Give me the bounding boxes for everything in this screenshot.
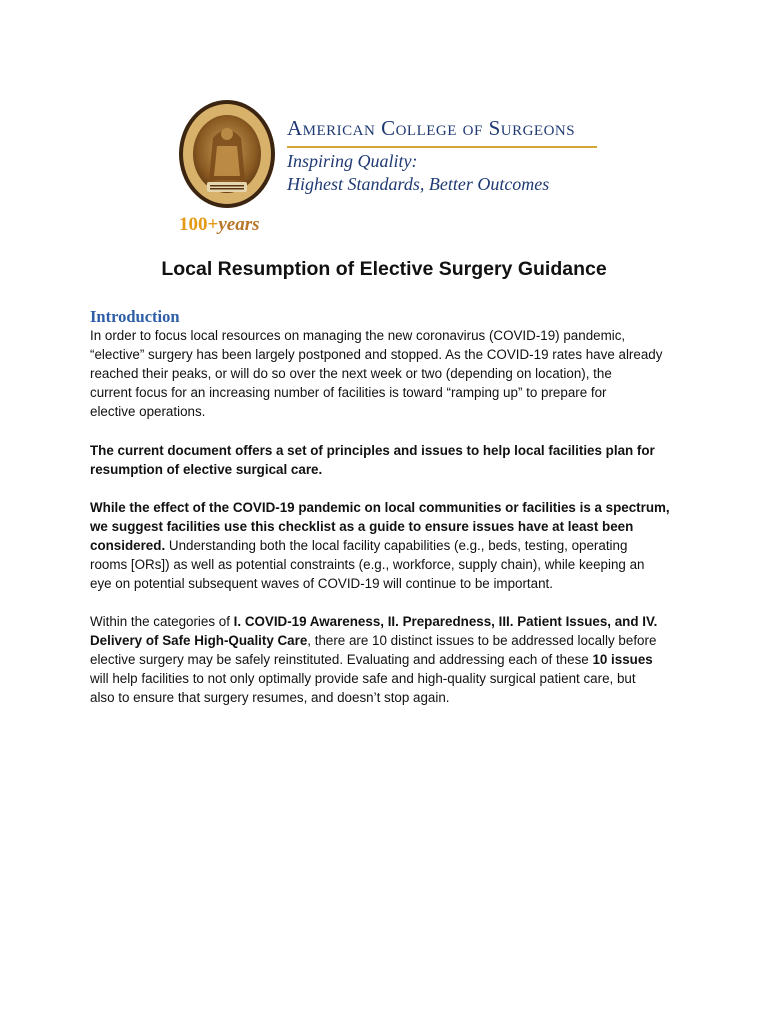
section-heading-introduction: Introduction <box>90 307 180 326</box>
bold-phrase: I. COVID-19 Awareness, II. Preparedness, III. Patient Issues, and IV. <box>233 614 658 629</box>
text-run: Understanding both the local facility capabilities (e.g., beds, testing, operating <box>165 538 628 553</box>
bold-phrase: Delivery of Safe High-Quality Care <box>90 633 308 648</box>
text-run: elective surgery may be safely reinstituted. Evaluating and addressing each of these <box>90 652 593 667</box>
text-line: While the effect of the COVID-19 pandemic on local communities or facilities is a spectrum, <box>90 500 670 515</box>
acs-logo <box>175 96 605 246</box>
text-line <box>90 612 690 631</box>
text-line: also to ensure that surgery resumes, and doesn’t stop again. <box>90 690 450 705</box>
text-line: we suggest facilities use this checklist as a guide to ensure issues have at least been <box>90 519 634 534</box>
logo-divider <box>287 146 597 148</box>
text-line: In order to focus local resources on managing the new coronavirus (COVID-19) pandemic, <box>90 328 626 343</box>
years-number: 100+ <box>179 214 219 235</box>
tagline-line-1: Inspiring Quality: <box>287 151 418 171</box>
centennial-mark <box>179 214 259 236</box>
text-line: elective operations. <box>90 404 206 419</box>
org-name: American College of Surgeons <box>287 116 576 140</box>
bold-phrase: considered. <box>90 538 166 553</box>
text-run: Within the categories of <box>90 614 234 629</box>
text-line <box>90 631 690 650</box>
text-line: eye on potential subsequent waves of COVID-19 will continue to be important. <box>90 576 553 591</box>
acs-seal-icon <box>177 98 277 210</box>
document-title: Local Resumption of Elective Surgery Guidance <box>161 258 607 280</box>
text-line <box>90 536 690 555</box>
tagline-line-2: Highest Standards, Better Outcomes <box>287 174 550 194</box>
text-line: resumption of elective surgical care. <box>90 462 323 477</box>
intro-paragraph-4 <box>90 612 690 707</box>
text-line: The current document offers a set of principles and issues to help local facilities plan for <box>90 443 655 458</box>
intro-paragraph-3 <box>90 498 690 593</box>
intro-paragraph-1 <box>90 326 690 421</box>
text-line: rooms [ORs]) as well as potential constraints (e.g., workforce, supply chain), while keeping an <box>90 557 645 572</box>
bold-phrase: 10 issues <box>592 652 653 667</box>
text-run: , there are 10 distinct issues to be addressed locally before <box>307 633 657 648</box>
text-line <box>90 650 690 669</box>
text-line: will help facilities to not only optimally provide safe and high-quality surgical patient care, but <box>90 671 636 686</box>
text-line: “elective” surgery has been largely postponed and stopped. As the COVID-19 rates have already <box>90 347 663 362</box>
years-word: years <box>218 214 260 235</box>
intro-paragraph-2 <box>90 441 690 479</box>
text-line: reached their peaks, or will do so over the next week or two (depending on location), the <box>90 366 612 381</box>
text-line: current focus for an increasing number of facilities is toward “ramping up” to prepare for <box>90 385 607 400</box>
